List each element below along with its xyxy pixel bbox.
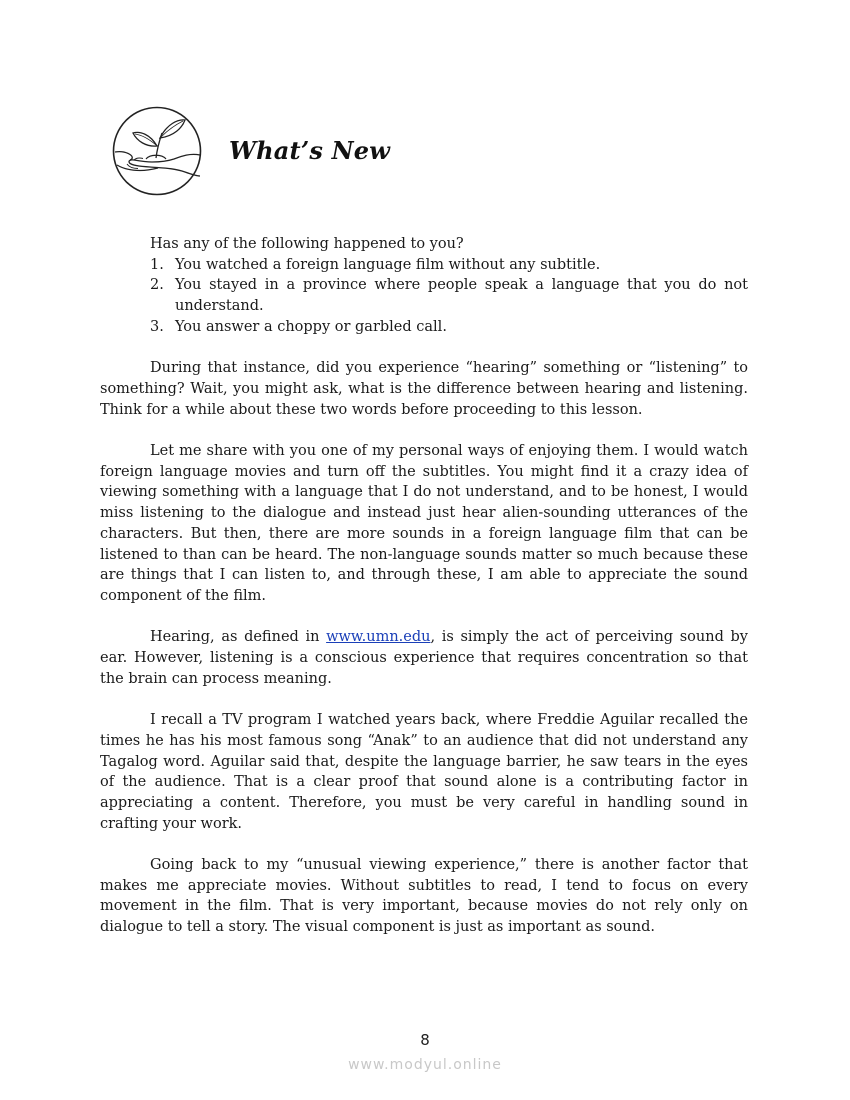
paragraph-definition	[100, 627, 748, 689]
list-item-number: 1.	[150, 256, 164, 273]
section-title: What’s New	[229, 136, 391, 165]
list-item	[100, 275, 748, 316]
section-header	[112, 106, 512, 198]
intro-question: Has any of the following happened to you?	[150, 236, 464, 252]
list-item-text: You watched a foreign language film without any subtitle.	[175, 256, 601, 273]
paragraph-freddie-aguilar: I recall a TV program I watched years back, where Freddie Aguilar recalled the times he has his most famous song “Anak” to an audience that did not understand any Tagalog word. Aguilar said that, despite the language barrier, he saw tears in the eyes of the audience. That is a clear proof that sound alone is a contributing factor in appreciating a content. Therefore, you must be very careful in handling sound in crafting your work.	[100, 712, 748, 832]
list-item-number: 2.	[150, 277, 164, 294]
definition-text-before: Hearing, as defined in	[150, 629, 327, 646]
definition-text-after: , is simply the act of perceiving sound by ear. However, listening is a conscious experience that requires concentration so that the brain can process meaning.	[100, 629, 749, 687]
list-item	[100, 317, 748, 338]
list-item-text: You answer a choppy or garbled call.	[175, 318, 447, 335]
paragraph-foreign-films: Let me share with you one of my personal ways of enjoying them. I would watch foreign language movies and turn off the subtitles. You might find it a crazy idea of viewing something with a language that I do not understand, and to be honest, I would miss listening to the dialogue and instead just hear alien-sounding utterances of the characters. But then, there are more sounds in a foreign language film that can be listened to than can be heard. The non-language sounds matter so much because these are things that I can listen to, and through these, I am able to appreciate the sound component of the film.	[100, 443, 748, 604]
list-item-number: 3.	[150, 318, 164, 335]
watermark: www.modyul.online	[348, 1057, 502, 1073]
paragraph-hearing-listening-question: During that instance, did you experience “hearing” something or “listening” to something? Wait, you might ask, what is the difference between hearing and listening. Think for a while about these two words before proceeding to this lesson.	[100, 360, 748, 418]
paragraph-unusual-viewing: Going back to my “unusual viewing experience,” there is another factor that makes me appreciate movies. Without subtitles to read, I tend to focus on every movement in the film. That is very important, because movies do not rely only on dialogue to tell a story. The visual component is just as important as sound.	[100, 857, 748, 936]
lesson-body	[100, 234, 748, 959]
list-item	[100, 255, 748, 276]
umn-link[interactable]: www.umn.edu	[326, 629, 431, 646]
hands-holding-sprout-icon	[112, 106, 202, 196]
list-item-text: You stayed in a province where people speak a language that you do not understand.	[175, 277, 748, 315]
page-number: 8	[420, 1031, 430, 1049]
question-list	[100, 255, 748, 338]
